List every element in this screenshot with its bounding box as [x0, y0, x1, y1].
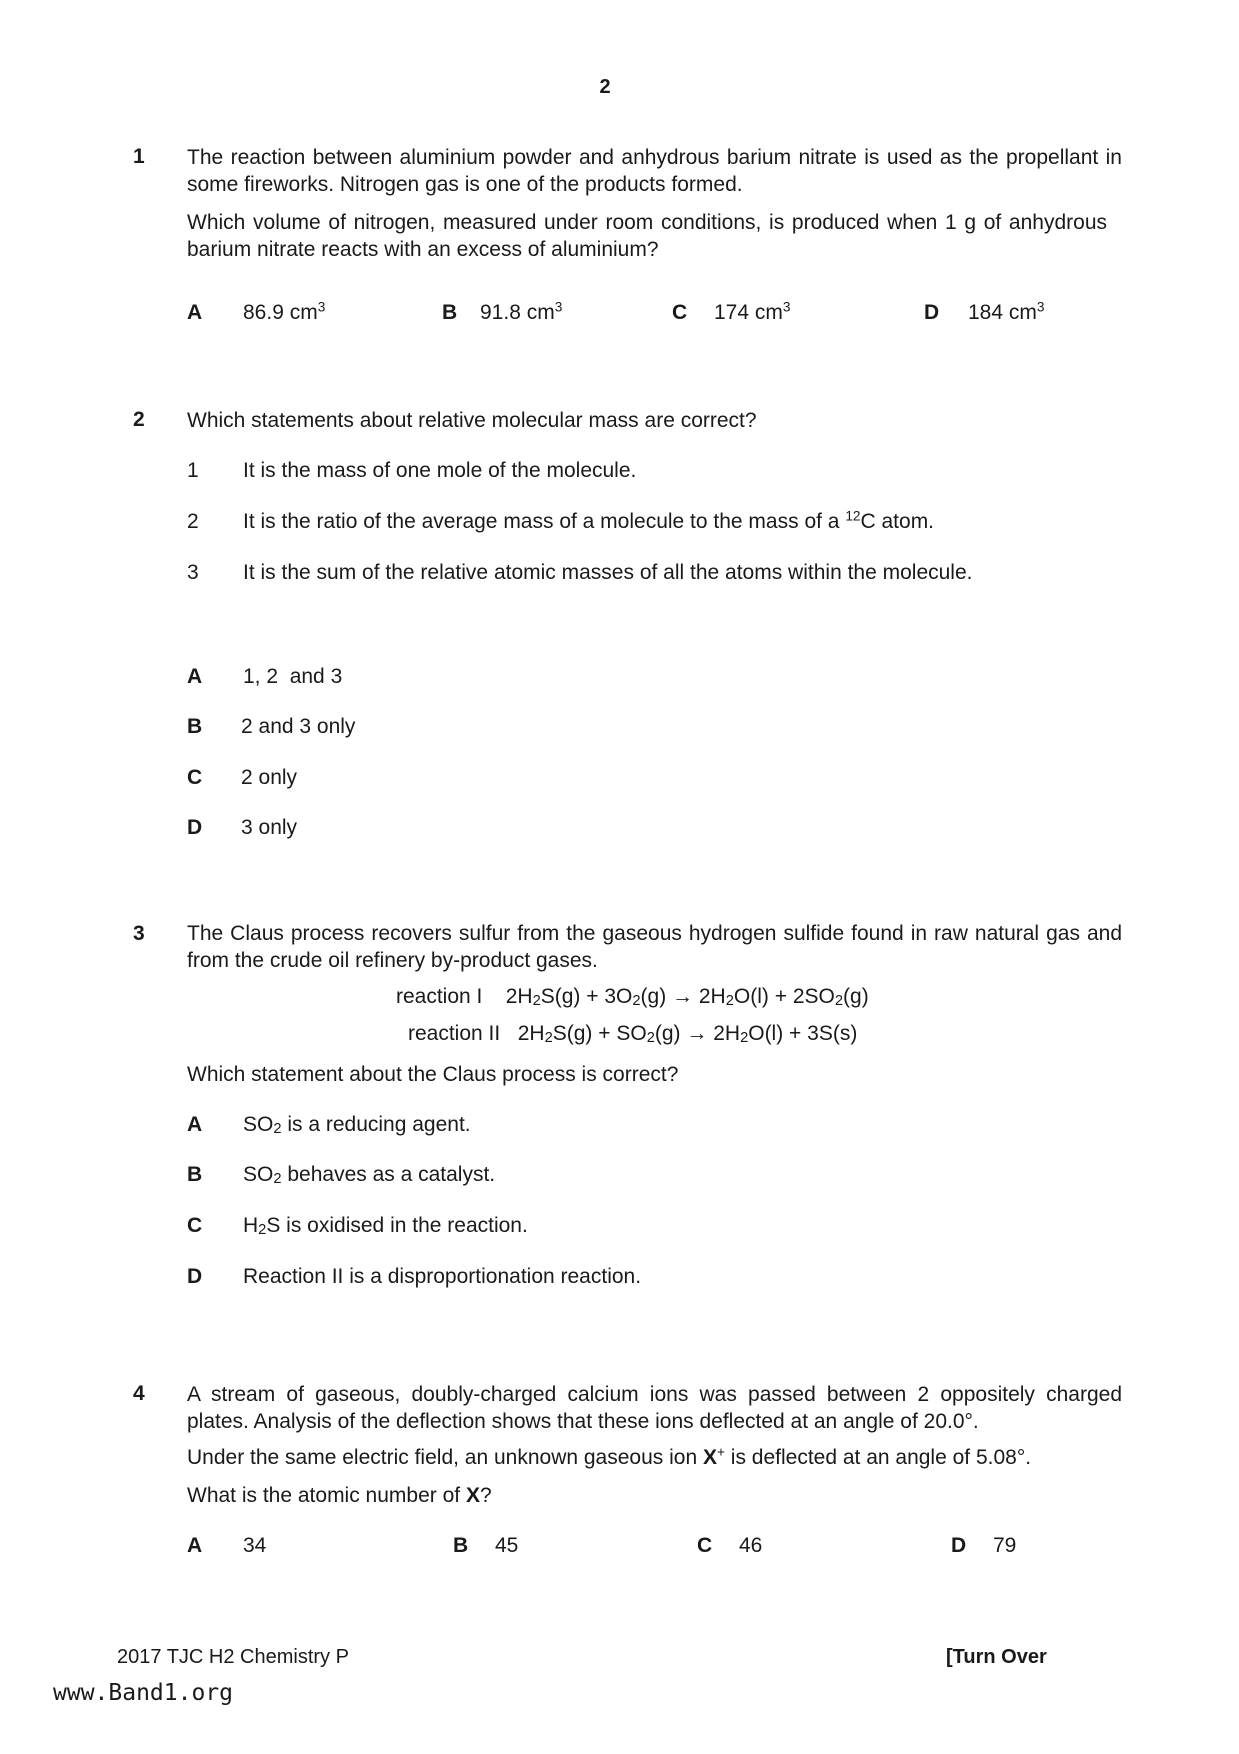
q1-option-d-value: 184 $cm^3$ [968, 299, 1045, 324]
q2-statement-2-number: 2 [187, 510, 199, 533]
q3-option-c-text: $H_2S$ is oxidised in the reaction. [243, 1214, 528, 1239]
q1-option-b-letter: B [442, 301, 458, 324]
question-4-number: 4 [133, 1382, 145, 1405]
question-1-number: 1 [133, 145, 145, 168]
q2-option-c[interactable] [187, 766, 297, 790]
q4-option-b-letter: B [453, 1534, 469, 1557]
q4-option-d-value: 79 [993, 1534, 1017, 1557]
q3-option-c-letter: C [187, 1214, 203, 1237]
q1-option-c[interactable] [672, 301, 790, 325]
q4-option-a-letter: A [187, 1534, 203, 1557]
reaction-1-equation: reaction I $2H_2S(g) + 3O_2(g) \to 2H_2O(l) + 2SO_2(g)$ [396, 985, 869, 1010]
q3-option-d[interactable] [187, 1265, 641, 1289]
q4-option-c-value: 46 [739, 1534, 763, 1557]
q3-option-a-text: $SO_2$ is a reducing agent. [243, 1113, 471, 1138]
q1-option-b-value: 91.8 $cm^3$ [480, 299, 563, 324]
q4-option-b[interactable] [453, 1534, 518, 1558]
q4-option-c-letter: C [697, 1534, 713, 1557]
footer-exam-title: 2017 TJC H2 Chemistry P [117, 1646, 349, 1668]
question-2-number: 2 [133, 408, 145, 431]
q2-option-a-letter: A [187, 665, 203, 688]
q2-statement-3-text: It is the sum of the relative atomic masses of all the atoms within the molecule. [243, 561, 973, 584]
question-3-prompt: Which statement about the Claus process is correct? [187, 1063, 679, 1086]
q2-option-b-text: 2 and 3 only [241, 715, 356, 738]
q4-option-c[interactable] [697, 1534, 762, 1558]
q2-statement-3-number: 3 [187, 561, 199, 584]
q1-option-d-letter: D [924, 301, 940, 324]
reaction-2-equation: reaction II $2H_2S(g) + SO_2(g) \to 2H_2O(l) + 3S(s)$ [408, 1022, 858, 1047]
q3-option-a-letter: A [187, 1113, 203, 1136]
footer-turn-over: [Turn Over [946, 1646, 1047, 1668]
q2-option-d-text: 3 only [241, 816, 298, 839]
question-4-prompt: What is the atomic number of X? [187, 1484, 492, 1507]
q2-option-d-letter: D [187, 816, 203, 839]
q2-option-a[interactable] [187, 665, 342, 689]
reaction-2-label: reaction II [408, 1022, 501, 1045]
q1-option-a-value: 86.9 $cm^3$ [243, 299, 326, 324]
q2-statement-1-text: It is the mass of one mole of the molecule. [243, 459, 637, 482]
question-1-stem: The reaction between aluminium powder and anhydrous barium nitrate is used as the propellant in some fireworks. Nitrogen gas is one of the products formed. [187, 146, 1122, 196]
q1-option-c-letter: C [672, 301, 688, 324]
q1-option-b[interactable] [442, 301, 562, 325]
question-3-stem: The Claus process recovers sulfur from the gaseous hydrogen sulfide found in raw natural gas and from the crude oil refinery by-product gases. [187, 922, 1122, 972]
watermark-url[interactable]: www.Band1.org [53, 1680, 234, 1706]
q1-option-d[interactable] [924, 301, 1044, 325]
q4-option-d[interactable] [951, 1534, 1016, 1558]
q3-option-c[interactable] [187, 1214, 528, 1238]
question-4-field-text: Under the same electric field, an unknown gaseous ion X+ is deflected at an angle of 5.08°. [187, 1444, 1032, 1469]
q4-option-a-value: 34 [243, 1534, 267, 1557]
q2-option-b-letter: B [187, 715, 203, 738]
page-number: 2 [599, 76, 611, 98]
question-3-number: 3 [133, 922, 145, 945]
q2-option-c-letter: C [187, 766, 203, 789]
q2-option-c-text: 2 only [241, 766, 298, 789]
q3-option-b-letter: B [187, 1163, 203, 1186]
q3-option-d-letter: D [187, 1265, 203, 1288]
reaction-1-label: reaction I [396, 985, 483, 1008]
question-1-prompt: Which volume of nitrogen, measured under room conditions, is produced when 1 g of anhydrous barium nitrate reacts with an excess of aluminium? [187, 211, 1107, 261]
q3-option-b-text: $SO_2$ behaves as a catalyst. [243, 1163, 496, 1188]
q3-option-d-text: Reaction II is a disproportionation reaction. [243, 1265, 642, 1288]
question-4-stem: A stream of gaseous, doubly-charged calcium ions was passed between 2 oppositely charged plates. Analysis of the deflection shows that these ions deflected at an angle of 20.0°. [187, 1383, 1122, 1433]
q4-option-b-value: 45 [495, 1534, 519, 1557]
q2-statement-1-number: 1 [187, 459, 199, 482]
q1-option-a-letter: A [187, 301, 203, 324]
q4-option-d-letter: D [951, 1534, 967, 1557]
q3-option-b[interactable] [187, 1163, 495, 1187]
q3-option-a[interactable] [187, 1113, 471, 1137]
q1-option-a[interactable] [187, 301, 325, 325]
q4-option-a[interactable] [187, 1534, 266, 1558]
q2-option-a-text: 1, 2 and 3 [243, 665, 343, 688]
q2-option-b[interactable] [187, 715, 355, 739]
q1-option-c-value: 174 $cm^3$ [714, 299, 791, 324]
q2-statement-2-text: It is the ratio of the average mass of a molecule to the mass of a $^{12}$C atom. [243, 508, 935, 533]
question-2-stem: Which statements about relative molecular mass are correct? [187, 409, 757, 432]
q2-option-d[interactable] [187, 816, 297, 840]
